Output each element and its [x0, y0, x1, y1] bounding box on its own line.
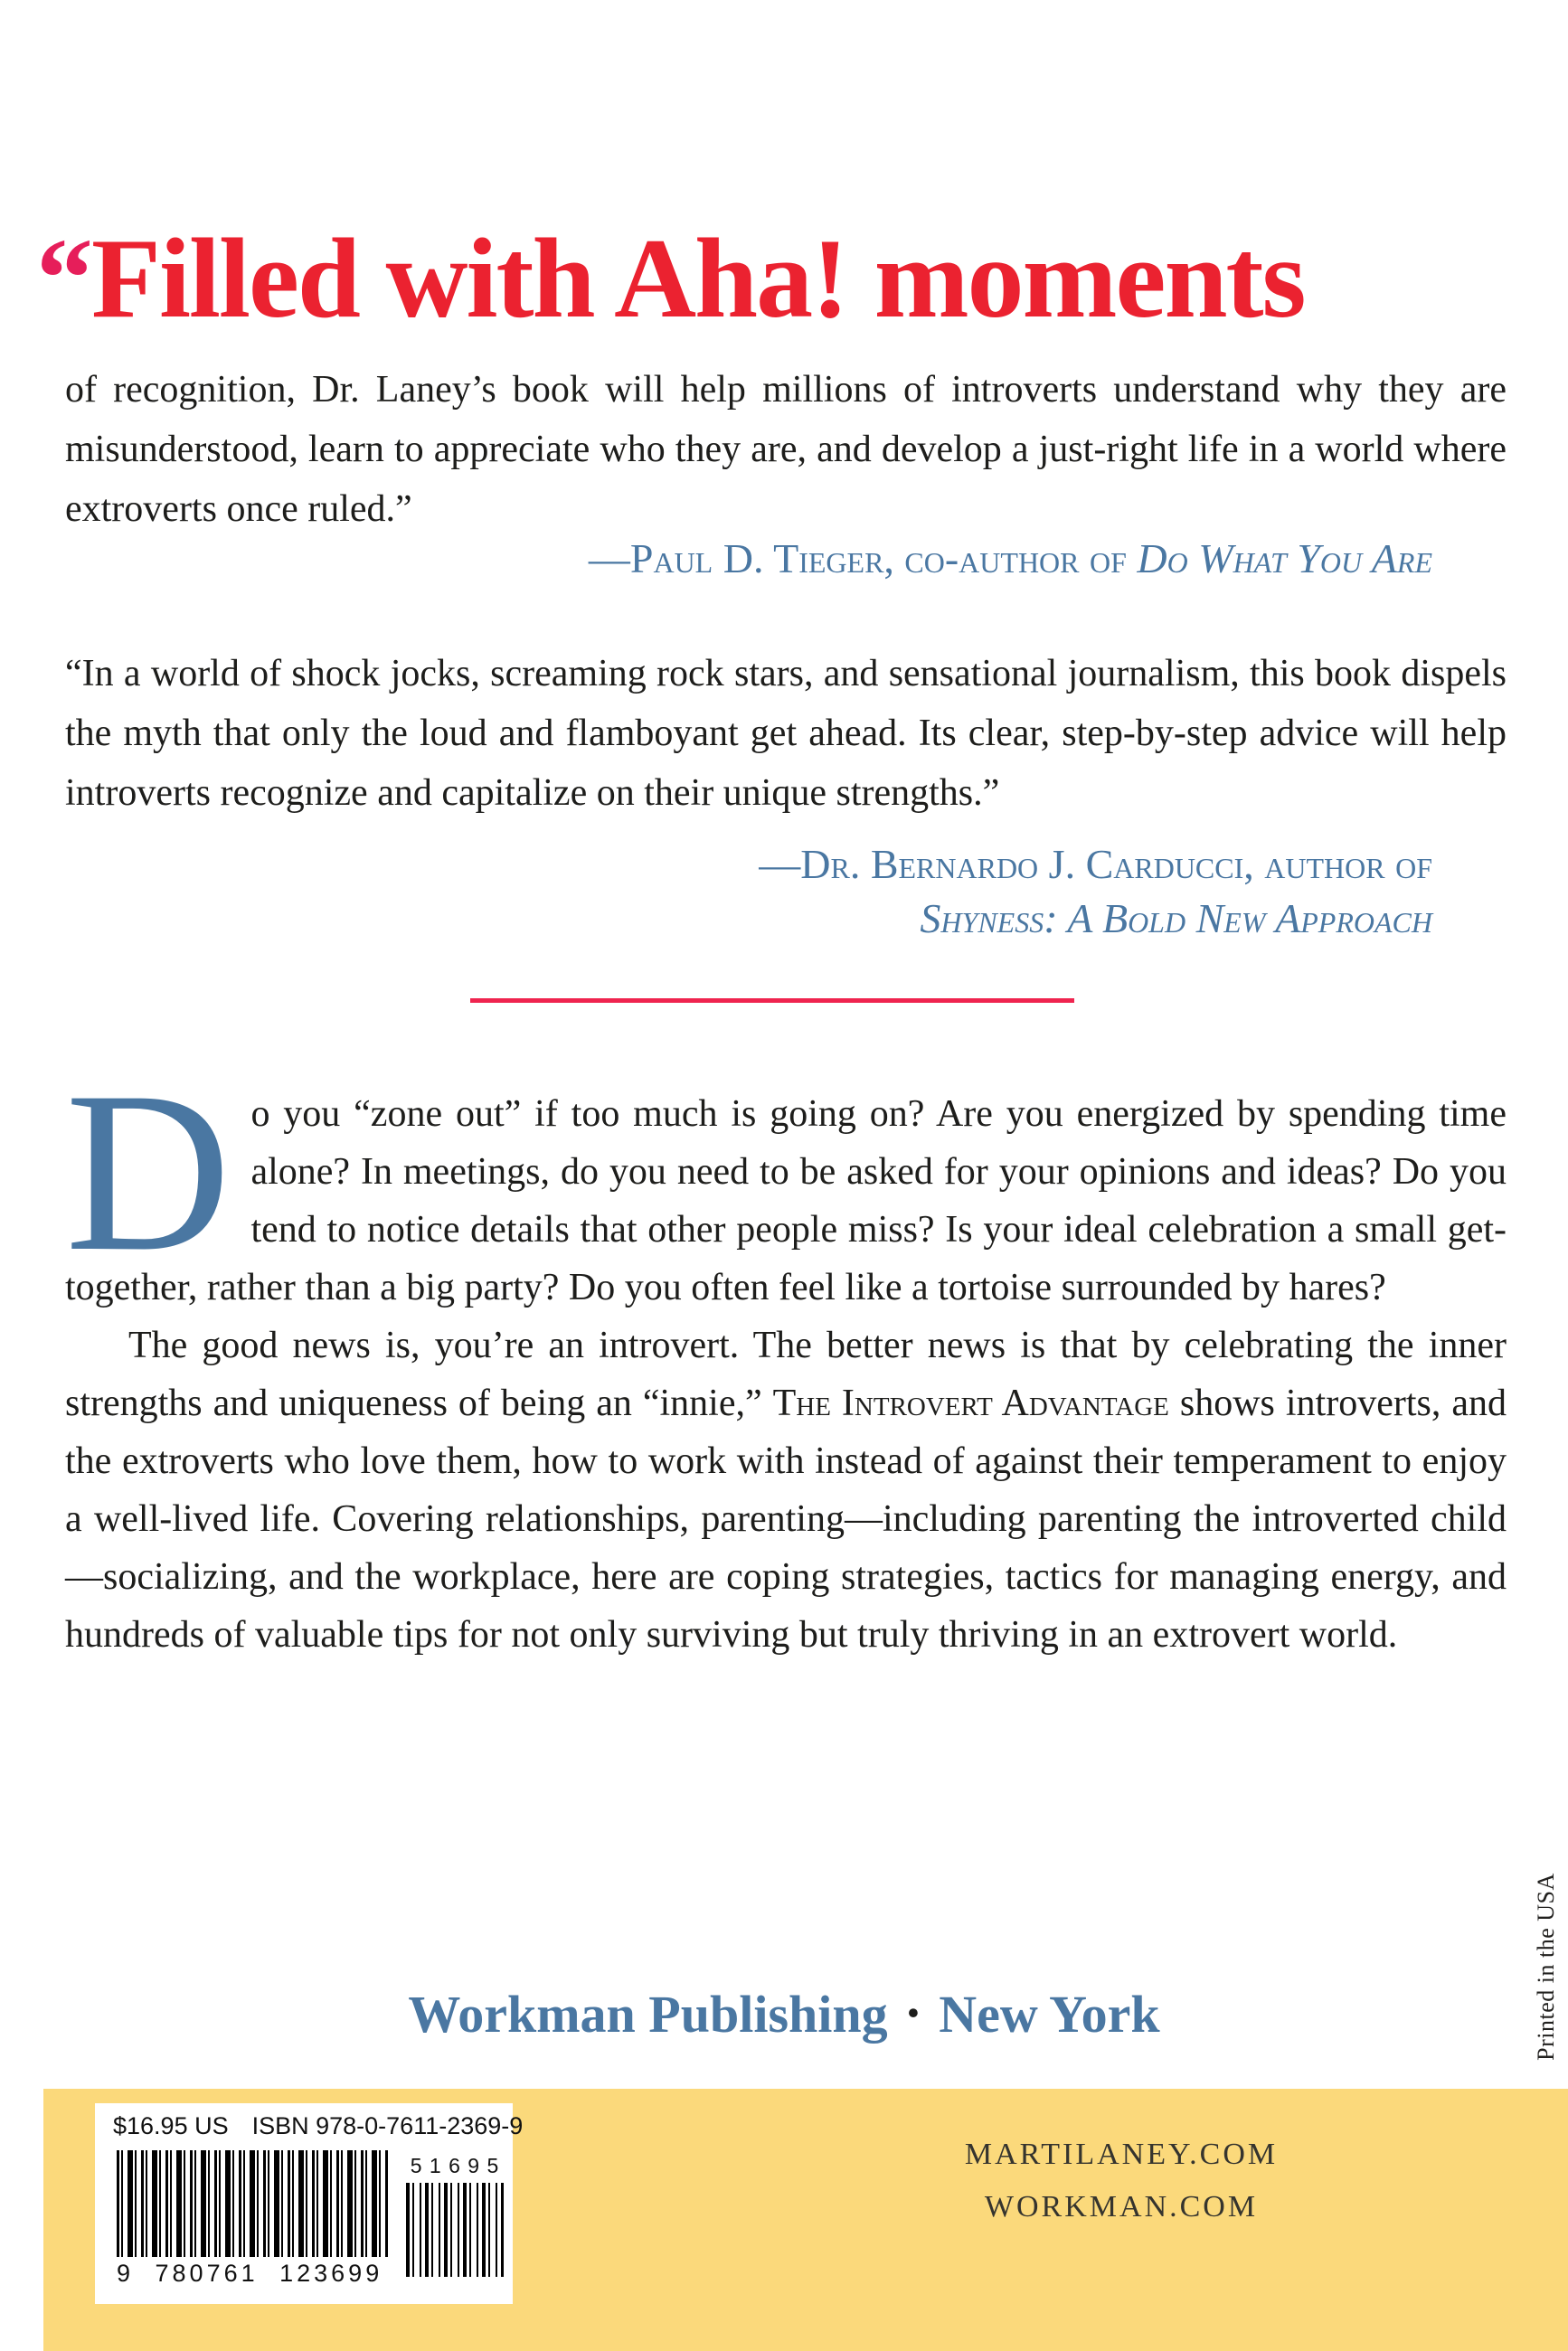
- barcode-panel: [95, 2103, 524, 2304]
- addon-barcode-bars: [406, 2183, 504, 2277]
- addon-barcode-digits: 5 1 6 9 5: [410, 2154, 500, 2177]
- attribution-tieger: [0, 532, 1432, 586]
- publisher-name: Workman Publishing: [408, 1985, 888, 2044]
- addon-barcode: [406, 2154, 504, 2277]
- ean-barcode-digits: 9 780761 123699: [117, 2260, 383, 2287]
- attribution-carducci-name: —Dr. Bernardo J. Carducci, author of: [759, 841, 1432, 887]
- description-para-2: [65, 1317, 1507, 1664]
- description-para-1: o you “zone out” if too much is going on? Are you energized by spending time alone? In meetings, do you need to be asked for your opinions and ideas? Do you tend to notice details that other people miss? Is your ideal celebration a small get-together, rather than a big party? Do you often feel like a tortoise surrounded by hares?: [65, 1093, 1507, 1308]
- book-description: [65, 1044, 1507, 1664]
- attribution-carducci: [0, 837, 1432, 946]
- pull-quote-tieger: of recognition, Dr. Laney’s book will help millions of introverts understand why they are misunderstood, learn to appreciate who they are, and develop a just-right life in a world where extroverts once ruled.”: [65, 369, 1507, 530]
- attribution-carducci-work: Shyness: A Bold New Approach: [920, 895, 1432, 941]
- headline: [36, 216, 1305, 342]
- description-para-2-rest: shows introverts, and the extroverts who love them, how to work with instead of against their temperament to enjoy a well-lived life. Covering relationships, parenting—including parenting the introverted child—socializing, and the workplace, here are coping strategies, tactics for managing energy, and hundreds of valuable tips for not only surviving but truly thriving in an extrovert world.: [65, 1383, 1507, 1656]
- author-website: MARTILANEY.COM: [964, 2138, 1279, 2171]
- isbn-number: ISBN 978-0-7611-2369-9: [251, 2112, 524, 2139]
- headline-open-quote: “: [36, 216, 91, 342]
- footer-bar: [43, 2089, 1568, 2351]
- red-divider-rule: [470, 998, 1074, 1003]
- publisher-bullet: •: [907, 1995, 920, 2031]
- ean-barcode-bars: [117, 2150, 390, 2257]
- publisher-line: [0, 1984, 1568, 2044]
- attribution-tieger-name: —Paul D. Tieger, co-author of: [588, 535, 1138, 581]
- description-para-2-lead: The good news is, you’re an introvert. The better news is that by celebrating the inner strengths and uniqueness of being an “innie,”: [65, 1325, 1507, 1424]
- drop-cap: D: [65, 1044, 231, 1298]
- printed-in-usa-note: Printed in the USA: [1533, 1873, 1559, 2061]
- pull-quote-carducci: “In a world of shock jocks, screaming rock stars, and sensational journalism, this book dispels the myth that only the loud and flamboyant get ahead. Its clear, step-by-step advice will help introverts recognize and capitalize on their unique strengths.”: [65, 653, 1507, 814]
- price-isbn-row: [113, 2112, 524, 2140]
- ean-barcode: [117, 2150, 390, 2288]
- publisher-city: New York: [939, 1985, 1160, 2044]
- attribution-tieger-work: Do What You Are: [1137, 535, 1432, 581]
- price: $16.95 US: [113, 2112, 229, 2139]
- description-book-title: The Introvert Advantage: [772, 1383, 1169, 1424]
- website-links: [868, 2129, 1374, 2233]
- publisher-website: WORKMAN.COM: [984, 2190, 1259, 2224]
- headline-text: Filled with Aha! moments: [91, 216, 1305, 342]
